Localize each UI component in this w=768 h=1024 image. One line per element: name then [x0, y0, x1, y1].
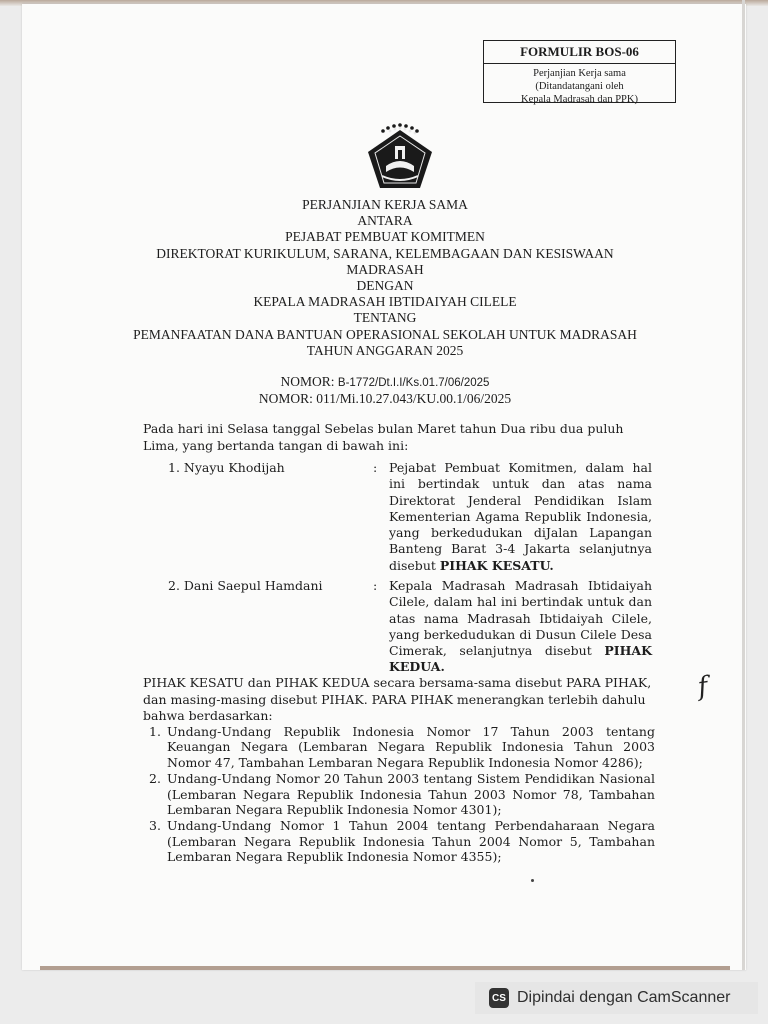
- legal-basis-list: [143, 724, 655, 866]
- party-1-designation: PIHAK KESATU.: [439, 557, 554, 573]
- camscanner-label: Dipindai dengan CamScanner: [517, 989, 731, 1006]
- list-text: Undang-Undang Nomor 20 Tahun 2003 tentang Sistem Pendidikan Nasional (Lembaran Negara Republik Indonesia Tahun 2003 Nomor 78, Tambahan Lembaran Negara Republik Indonesia Nomor 4301);: [167, 771, 655, 818]
- nomor-line-1: [130, 374, 640, 391]
- title-line: TAHUN ANGGARAN 2025: [306, 342, 464, 358]
- form-desc-line: Perjanjian Kerja sama: [533, 68, 626, 79]
- intro-paragraph: Pada hari ini Selasa tanggal Sebelas bulan Maret tahun Dua ribu dua puluh Lima, yang bertanda tangan di bawah ini:: [143, 421, 624, 453]
- party-1-desc-text: Pejabat Pembuat Komitmen, dalam hal ini bertindak untuk dan atas nama Direktorat Jenderal Pendidikan Islam Kementerian Agama Republik Indonesia, yang berkedudukan diJalan Lapangan Banteng Barat 3-4 Jakarta selanjutnya disebut: [389, 460, 652, 573]
- form-code-box: [483, 40, 676, 103]
- form-description: [484, 64, 675, 106]
- title-line: ANTARA: [357, 213, 413, 229]
- list-item: [143, 771, 655, 817]
- party-2-name: 2. Dani Saepul Hamdani: [168, 578, 323, 593]
- party-2-desc-text: Kepala Madrasah Madrasah Ibtidaiyah Cilele, dalam hal ini bertindak untuk dan atas nama Madrasah Ibtidaiyah Cilele, yang berkedudukan di Dusun Cilele Desa Cimerak, selanjutnya disebut: [389, 578, 652, 659]
- scan-bottom-edge: [40, 966, 730, 970]
- form-desc-line: Kepala Madrasah dan PPK): [521, 94, 638, 105]
- list-number: 2.: [149, 771, 161, 787]
- document-numbers: [130, 374, 640, 407]
- parties-paragraph: PIHAK KESATU dan PIHAK KEDUA secara bersama-sama disebut PARA PIHAK, dan masing-masing disebut PIHAK. PARA PIHAK menerangkan terlebih dahulu bahwa berdasarkan:: [143, 675, 652, 723]
- party-2-colon: :: [373, 578, 378, 593]
- title-line: PEJABAT PEMBUAT KOMITMEN: [285, 229, 485, 245]
- party-1-colon: :: [373, 460, 378, 475]
- ink-dot: [531, 879, 534, 882]
- title-line: TENTANG: [353, 310, 417, 326]
- camscanner-icon: CS: [489, 988, 509, 1008]
- party-2-description: [389, 578, 652, 676]
- title-line: PERJANJIAN KERJA SAMA: [302, 197, 468, 212]
- nomor-line-2: NOMOR: 011/Mi.10.27.043/KU.00.1/06/2025: [258, 391, 512, 406]
- camscanner-watermark: [475, 982, 758, 1014]
- list-item: [143, 818, 655, 864]
- list-text: Undang-Undang Republik Indonesia Nomor 17 Tahun 2003 tentang Keuangan Negara (Lembaran Negara Republik Indonesia Tahun 2003 Nomor 47, Tambahan Lembaran Negara Republik Indonesia Nomor 4286);: [167, 724, 655, 770]
- nomor-label: NOMOR:: [280, 374, 338, 389]
- title-line: DIREKTORAT KURIKULUM, SARANA, KELEMBAGAAN DAN KESISWAAN: [156, 245, 614, 261]
- party-1-name: 1. Nyayu Khodijah: [168, 460, 285, 475]
- agreement-title: [130, 197, 640, 359]
- title-line: PEMANFAATAN DANA BANTUAN OPERASIONAL SEKOLAH UNTUK MADRASAH: [133, 326, 637, 342]
- list-item: [143, 724, 655, 770]
- party-2-designation: PIHAK KEDUA.: [389, 643, 652, 675]
- kemenag-emblem-icon: [362, 122, 438, 192]
- form-code: FORMULIR BOS-06: [484, 41, 675, 64]
- form-desc-line: (Ditandatangani oleh: [535, 81, 624, 92]
- list-number: 3.: [149, 818, 161, 834]
- nomor-value: B-1772/Dt.I.I/Ks.01.7/06/2025: [337, 377, 490, 389]
- title-line: KEPALA MADRASAH IBTIDAIYAH CILELE: [253, 294, 517, 310]
- scan-right-edge: [742, 0, 745, 970]
- list-number: 1.: [149, 724, 161, 739]
- party-1-description: [389, 460, 652, 574]
- title-line: MADRASAH: [346, 261, 424, 277]
- list-text: Undang-Undang Nomor 1 Tahun 2004 tentang Perbendaharaan Negara (Lembaran Negara Republik Indonesia Tahun 2004 Nomor 5, Tambahan Lembaran Negara Republik Indonesia Nomor 4355);: [167, 818, 655, 865]
- title-line: DENGAN: [356, 278, 414, 294]
- handwritten-initial: f: [695, 671, 710, 703]
